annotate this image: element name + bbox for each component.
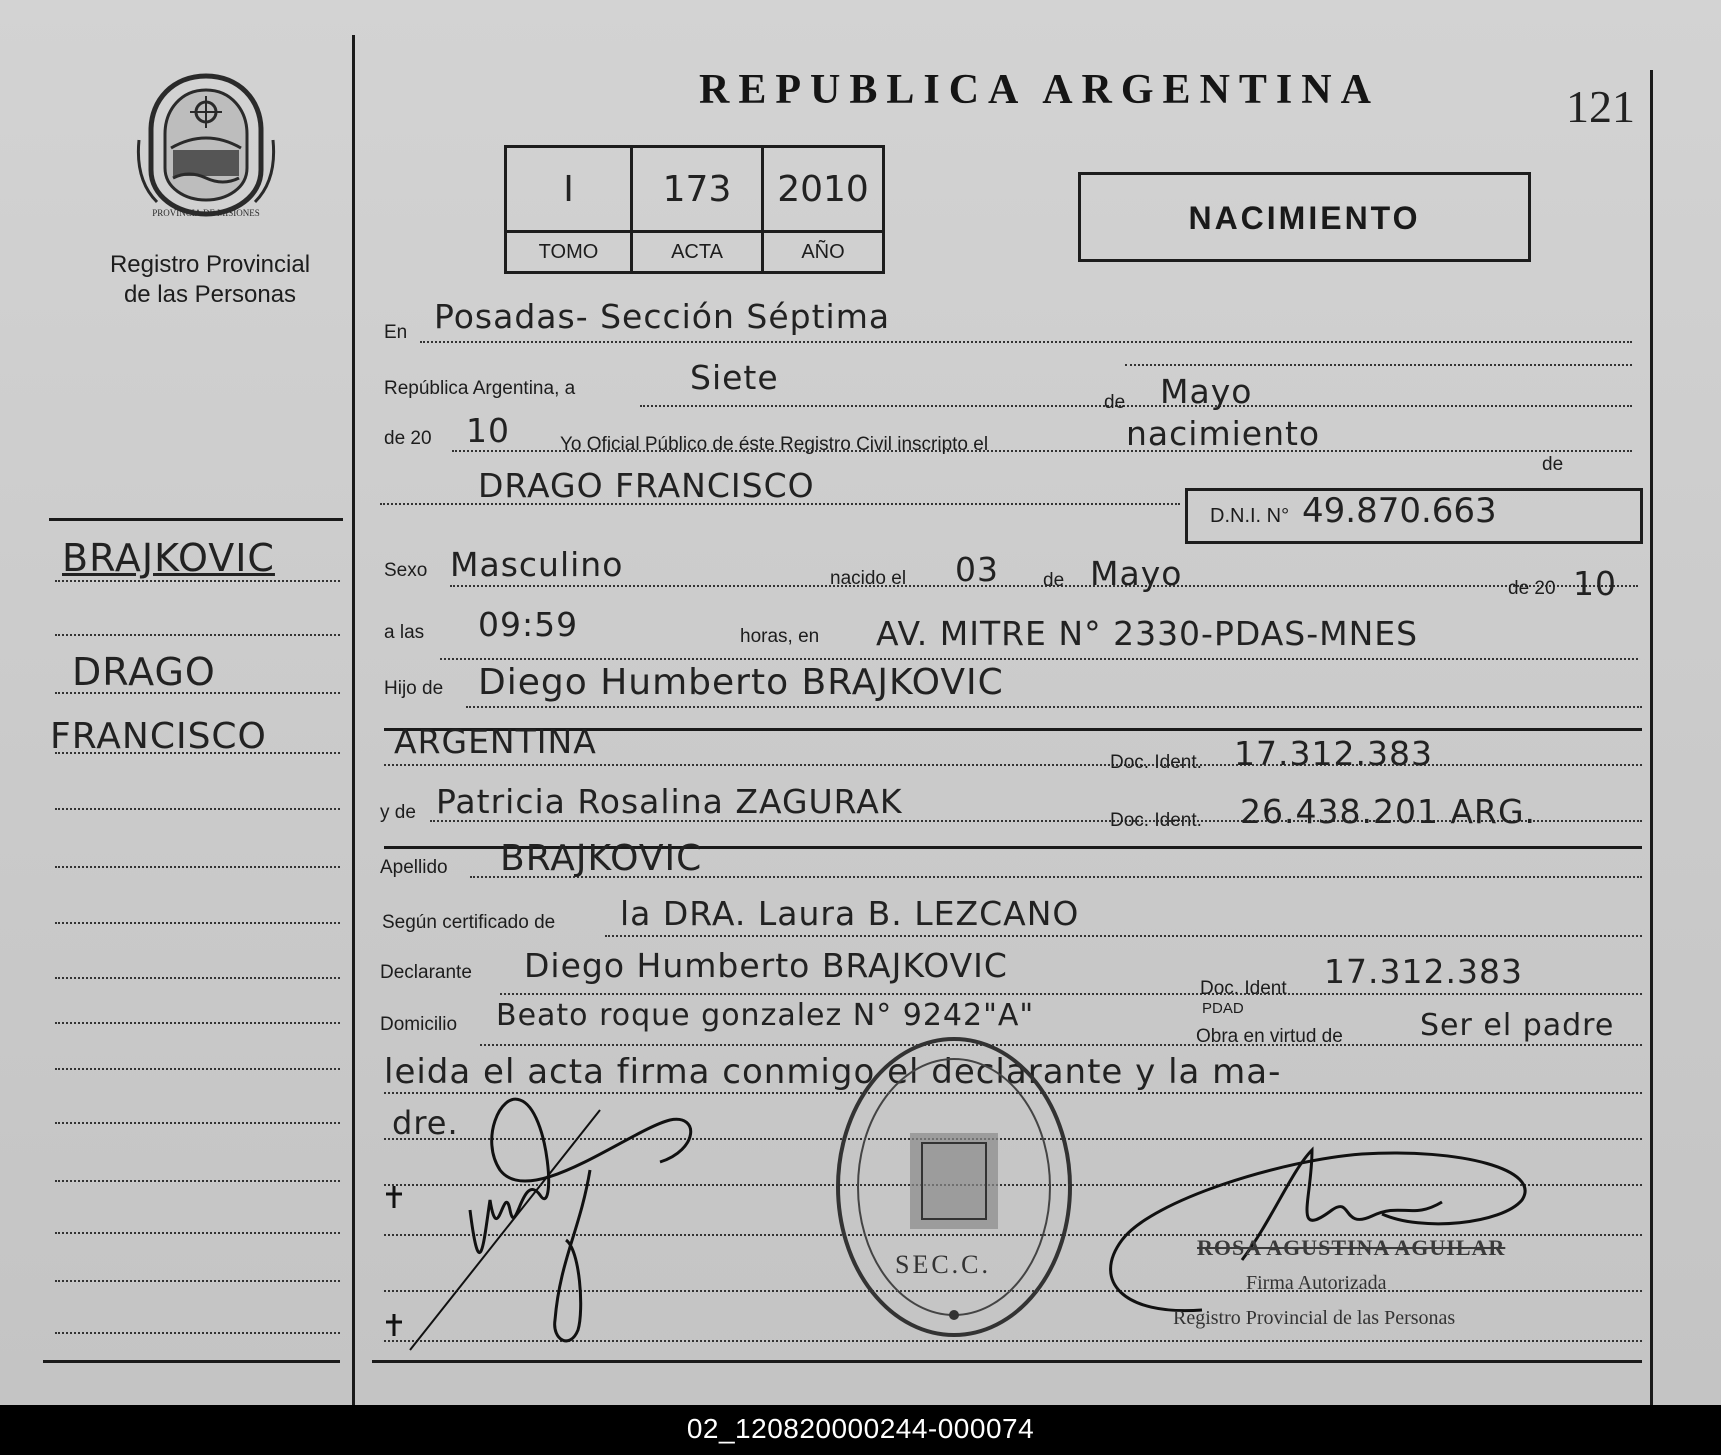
yde-label: y de (380, 802, 416, 823)
declarant-signature-icon (380, 1090, 730, 1360)
form-line (605, 935, 1642, 937)
left-border-rule (352, 35, 355, 1405)
margin-name-line2: FRANCISCO (50, 716, 267, 757)
margin-line (55, 580, 340, 582)
inscripto-value: nacimiento (1126, 414, 1321, 453)
obra-value: Ser el padre (1420, 1008, 1615, 1043)
hijo-label: Hijo de (384, 678, 444, 699)
dia-value: Siete (690, 358, 779, 397)
obra-label: Obra en virtud de (1196, 1026, 1343, 1047)
page-title: REPUBLICA ARGENTINA (699, 67, 1380, 113)
form-bottom-rule (372, 1360, 1642, 1363)
padre-doc: 17.312.383 (1234, 734, 1433, 773)
margin-line (55, 922, 340, 924)
margin-line (55, 1068, 340, 1070)
acta-value: 173 (632, 147, 763, 232)
domicilio-superscript: PDAD (1202, 1000, 1244, 1017)
margin-top-rule (49, 518, 343, 521)
margin-line (55, 1280, 340, 1282)
hora-value: 09:59 (478, 605, 579, 644)
margin-line (55, 1122, 340, 1124)
register-reference-table (504, 145, 885, 274)
domicilio-value: Beato roque gonzalez N° 9242"A" (496, 998, 1035, 1033)
anio-written: 10 (466, 411, 510, 450)
certificado-value: la DRA. Laura B. LEZCANO (620, 894, 1080, 933)
nacido-label: nacido el (830, 568, 907, 589)
horas-en-label: horas, en (740, 626, 820, 647)
provincial-seal-icon (133, 70, 279, 220)
form-line (420, 341, 1632, 343)
form-line (466, 706, 1642, 708)
oficial-label: Yo Oficial Público de éste Registro Civil inscripto el (560, 434, 989, 455)
margin-line (55, 866, 340, 868)
lugar-value: AV. MITRE N° 2330-PDAS-MNES (876, 614, 1419, 653)
nacido-de-label: de (1043, 570, 1065, 591)
padre-nacionalidad: ARGENTINA (394, 722, 597, 761)
form-line (440, 658, 1638, 660)
acta-label: ACTA (632, 232, 763, 273)
official-role: Firma Autorizada (1246, 1272, 1387, 1294)
official-name: ROSA AGUSTINA AGUILAR (1197, 1235, 1506, 1260)
nacido-anio: 10 (1573, 564, 1617, 603)
republica-label: República Argentina, a (384, 378, 576, 399)
form-line (640, 405, 1632, 407)
declarante-value: Diego Humberto BRAJKOVIC (524, 946, 1008, 985)
leida-line1: leida el acta firma conmigo el declarante y la ma- (384, 1052, 1282, 1092)
de20b-label: de 20 (1508, 578, 1556, 599)
domicilio-label: Domicilio (380, 1014, 458, 1035)
margin-line (55, 977, 340, 979)
sexo-value: Masculino (450, 545, 624, 584)
madre-doc: 26.438.201 ARG. (1240, 792, 1536, 831)
de-label-2: de (1542, 454, 1564, 475)
folio-number: 121 (1566, 81, 1635, 132)
margin-name-line1: DRAGO (72, 650, 216, 694)
registry-name: Registro Provincial de las Personas (109, 251, 311, 308)
madre-value: Patricia Rosalina ZAGURAK (436, 782, 903, 821)
tomo-value: I (506, 147, 632, 232)
padre-value: Diego Humberto BRAJKOVIC (478, 662, 1004, 703)
certificado-label: Según certificado de (382, 912, 556, 933)
doc-ident-label: Doc. Ident. (1110, 752, 1202, 773)
margin-bottom-rule (43, 1360, 340, 1363)
doc-ident-label-3: Doc. Ident (1200, 978, 1287, 999)
dni-label: D.N.I. N° (1210, 505, 1290, 527)
registry-stamp-icon (830, 1033, 1078, 1341)
margin-line (55, 1180, 340, 1182)
form-line (1125, 364, 1632, 366)
margin-surname: BRAJKOVIC (62, 536, 275, 580)
right-border-rule (1650, 70, 1653, 1405)
apellido-value: BRAJKOVIC (500, 838, 703, 879)
declarante-label: Declarante (380, 962, 472, 983)
margin-line (55, 1232, 340, 1234)
official-org: Registro Provincial de las Personas (1173, 1307, 1456, 1329)
apellido-label: Apellido (380, 857, 448, 878)
mes-value: Mayo (1160, 372, 1253, 411)
act-type: NACIMIENTO (1188, 200, 1421, 236)
margin-line (55, 1332, 340, 1334)
en-value: Posadas- Sección Séptima (434, 297, 891, 336)
tomo-label: TOMO (506, 232, 632, 273)
margin-line (55, 808, 340, 810)
margin-line (55, 634, 340, 636)
form-line (500, 993, 1642, 995)
scan-footer (0, 1405, 1721, 1455)
nacido-dia: 03 (955, 550, 999, 589)
en-label: En (384, 322, 408, 343)
anio-label: AÑO (763, 232, 884, 273)
stamp-sec-label: SEC.C. (895, 1250, 992, 1279)
margin-line (55, 1022, 340, 1024)
act-type-box (1078, 172, 1531, 262)
declarante-doc: 17.312.383 (1324, 952, 1523, 991)
de20-label: de 20 (384, 428, 432, 449)
doc-ident-label-2: Doc. Ident. (1110, 810, 1202, 831)
dni-box (1185, 488, 1643, 544)
svg-text:PROVINCIA DE MISIONES: PROVINCIA DE MISIONES (152, 208, 260, 218)
dni-value: 49.870.663 (1302, 491, 1497, 531)
leida-line2: dre. (392, 1104, 459, 1142)
anio-value: 2010 (763, 147, 884, 232)
sexo-label: Sexo (384, 560, 428, 581)
form-line (384, 764, 1642, 766)
de-label: de (1104, 392, 1126, 413)
alas-label: a las (384, 622, 425, 643)
nacido-mes: Mayo (1090, 554, 1183, 593)
nombre-value: DRAGO FRANCISCO (478, 466, 815, 505)
document-id: 02_120820000244-000074 (686, 1413, 1035, 1444)
